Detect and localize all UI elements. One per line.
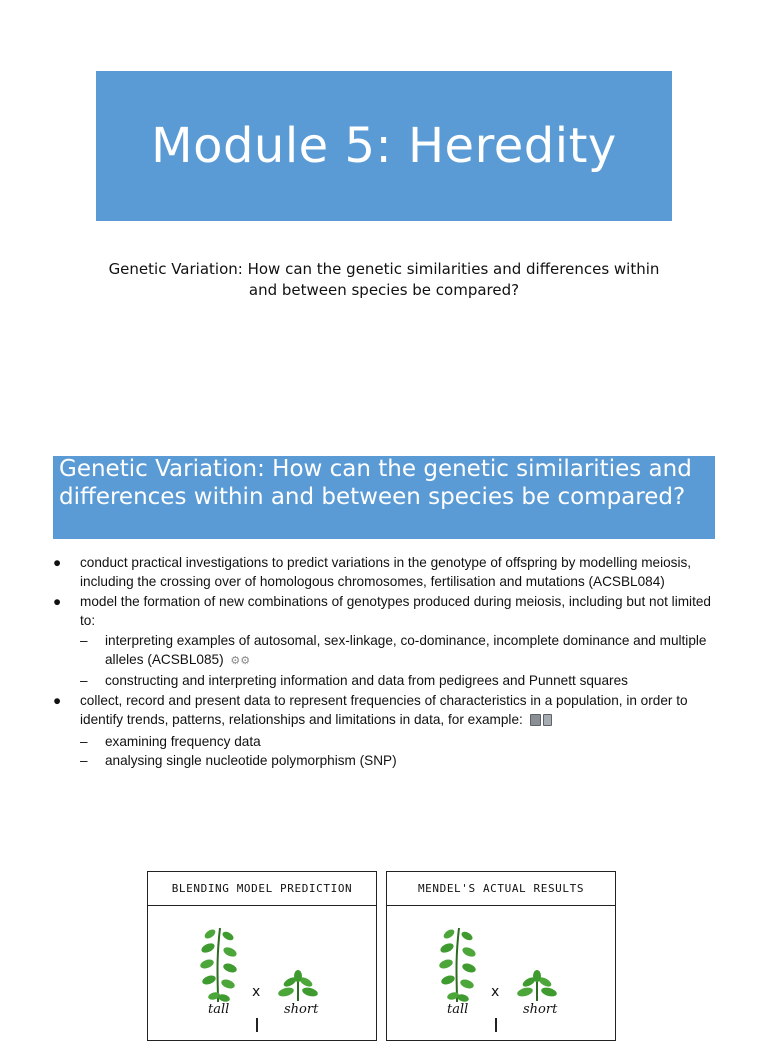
page-title: Module 5: Heredity <box>151 118 617 174</box>
bullet-marker: ● <box>53 692 62 708</box>
list-item-text: analysing single nucleotide polymorphism (SNP) <box>105 753 397 769</box>
bullet-marker: ● <box>53 555 62 570</box>
mendel-results-panel <box>386 871 616 1041</box>
list-item-text: constructing and interpreting information and data from pedigrees and Punnett squares <box>105 673 628 689</box>
list-item <box>53 592 721 631</box>
cross-line <box>256 1018 258 1032</box>
dash-marker: – <box>80 673 88 689</box>
gear-icon: ⚙⚙ <box>230 655 251 668</box>
list-item-text: conduct practical investigations to predict variations in the genotype of offspring by modelling meiosis, including the crossing over of homologous chromosomes, fertilisation and mutations (ACSBL084) <box>80 555 692 590</box>
tall-label: tall <box>208 1002 230 1017</box>
blending-model-panel <box>147 871 377 1041</box>
list-item <box>53 671 721 690</box>
cross-symbol: x <box>491 984 500 1000</box>
dash-marker: – <box>80 733 88 749</box>
cross-line <box>495 1018 497 1032</box>
short-plant-illustration <box>515 968 559 1002</box>
dash-marker: – <box>80 753 88 769</box>
list-item-text: interpreting examples of autosomal, sex-linkage, co-dominance, incomplete dominance and multiple alleles (ACSBL085) <box>105 632 707 668</box>
title-banner <box>96 71 672 221</box>
list-item-text: model the formation of new combinations of genotypes produced during meiosis, including but not limited to: <box>80 593 711 629</box>
list-item-text: collect, record and present data to represent frequencies of characteristics in a population, in order to identify trends, patterns, relationships and limitations in data, for example: <box>80 692 688 728</box>
short-label: short <box>284 1002 319 1017</box>
list-item <box>53 691 721 732</box>
bullet-marker: ● <box>53 593 62 609</box>
computer-icon <box>530 714 541 726</box>
short-label: short <box>523 1002 558 1017</box>
tall-label: tall <box>447 1002 469 1017</box>
list-item <box>53 751 721 770</box>
list-item <box>53 631 721 672</box>
list-item <box>53 553 721 592</box>
short-plant-illustration <box>276 968 320 1002</box>
tall-plant-illustration <box>192 922 248 1004</box>
list-item-text: examining frequency data <box>105 733 261 749</box>
dash-marker: – <box>80 632 88 648</box>
panel-title: MENDEL'S ACTUAL RESULTS <box>387 872 615 906</box>
section-heading: Genetic Variation: How can the genetic similarities and differences within and between species be compared? <box>59 456 692 510</box>
panel-title: BLENDING MODEL PREDICTION <box>148 872 376 906</box>
list-item <box>53 732 721 751</box>
tall-plant-illustration <box>431 922 487 1004</box>
section-heading-banner <box>53 456 715 539</box>
cross-symbol: x <box>252 984 261 1000</box>
syllabus-points <box>53 553 721 770</box>
page-subtitle: Genetic Variation: How can the genetic similarities and differences within and between species be compared? <box>108 260 660 299</box>
book-icon <box>543 714 552 726</box>
